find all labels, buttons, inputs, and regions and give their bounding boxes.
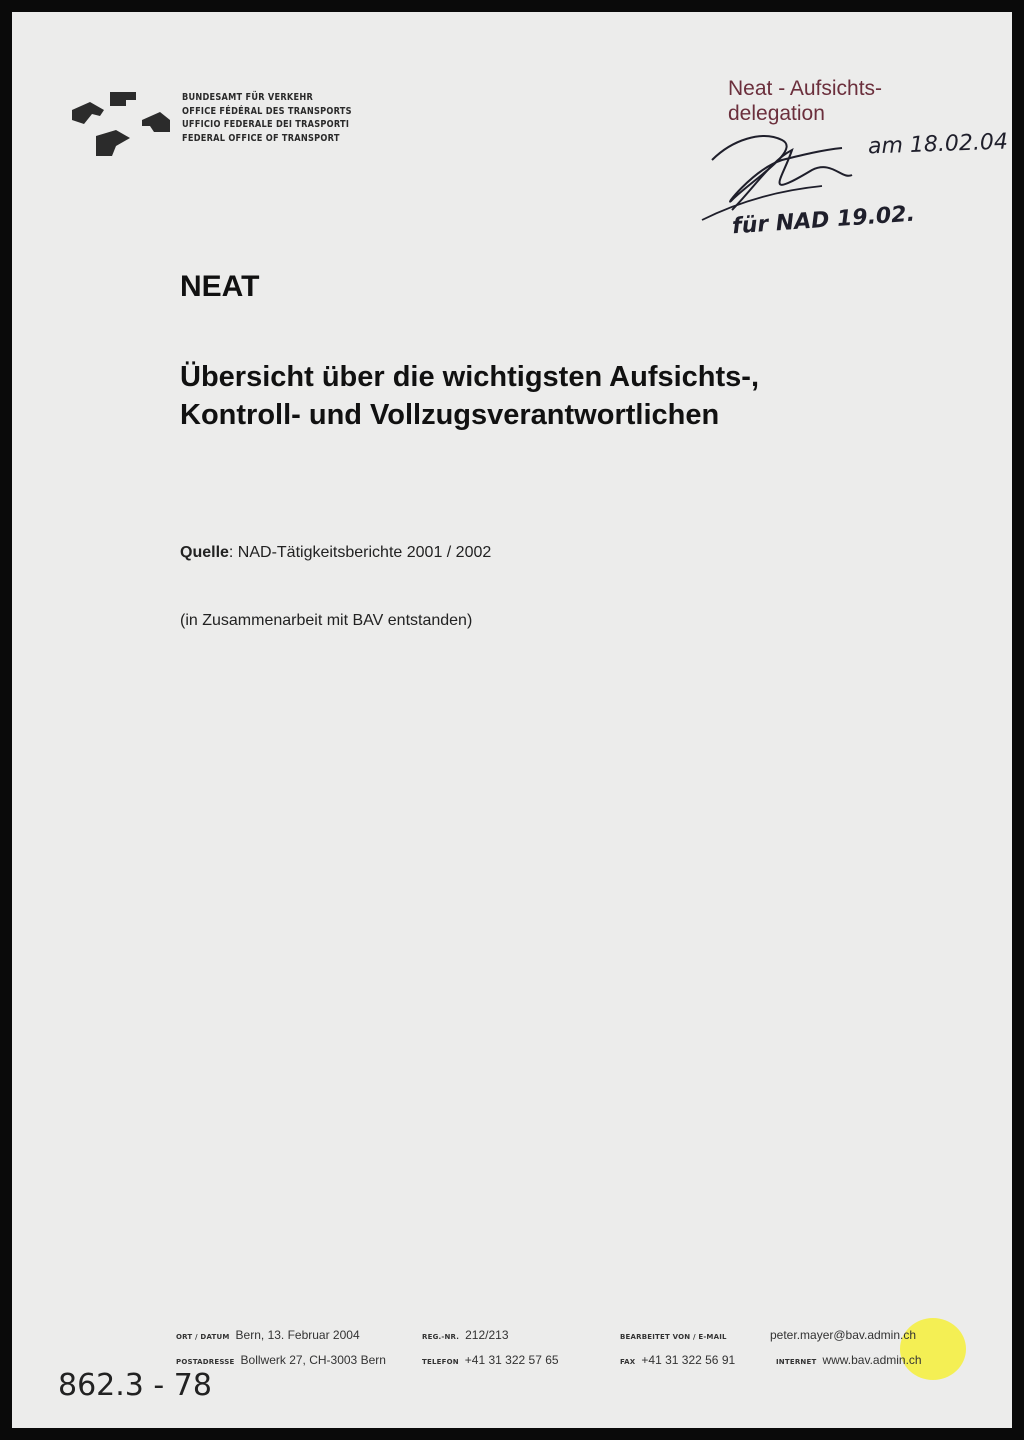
document-title: NEAT	[180, 270, 260, 303]
footer-value: 212/213	[465, 1328, 509, 1342]
footer-label: TELEFON	[422, 1358, 459, 1366]
footer-label: BEARBEITET VON / E-MAIL	[620, 1333, 727, 1341]
agency-line: UFFICIO FEDERALE DEI TRASPORTI	[182, 119, 350, 130]
footer-value: +41 31 322 56 91	[641, 1353, 736, 1367]
source-label: Quelle	[180, 544, 229, 561]
stamp-line: Neat - Aufsichts-	[728, 77, 883, 100]
document-subtitle	[180, 358, 900, 434]
footer-address	[176, 1353, 386, 1367]
agency-line: BUNDESAMT FÜR VERKEHR	[182, 92, 314, 103]
footer-phone	[422, 1353, 559, 1367]
received-date-note: am 18.02.04	[867, 129, 1009, 160]
footer-internet[interactable]	[776, 1353, 922, 1367]
source-line	[180, 544, 491, 562]
agency-line: OFFICE FÉDÉRAL DES TRANSPORTS	[182, 105, 352, 117]
footer-label: POSTADRESSE	[176, 1358, 235, 1366]
handwritten-reference-number: 862.3 - 78	[58, 1368, 212, 1403]
stamp-line: delegation	[728, 102, 825, 125]
forwarded-note: für NAD 19.02.	[731, 201, 916, 240]
agency-line: FEDERAL OFFICE OF TRANSPORT	[182, 132, 340, 144]
footer-fax	[620, 1353, 735, 1367]
collaboration-note: (in Zusammenarbeit mit BAV entstanden)	[180, 612, 473, 629]
footer-value[interactable]: peter.mayer@bav.admin.ch	[770, 1328, 917, 1342]
footer-reg	[422, 1328, 509, 1342]
subtitle-line: Übersicht über die wichtigsten Aufsichts-,	[180, 361, 760, 393]
source-text: : NAD-Tätigkeitsberichte 2001 / 2002	[228, 544, 492, 561]
footer-value[interactable]: www.bav.admin.ch	[822, 1353, 922, 1367]
federal-office-logo	[70, 90, 180, 160]
footer-label: ORT / DATUM	[176, 1333, 230, 1341]
document-page	[12, 12, 1012, 1428]
footer-value: Bern, 13. Februar 2004	[235, 1328, 360, 1342]
footer-place-date	[176, 1328, 360, 1342]
footer-label: REG.-NR.	[422, 1333, 460, 1341]
subtitle-line: Kontroll- und Vollzugsverantwortlichen	[180, 399, 720, 431]
footer-label: INTERNET	[776, 1358, 817, 1366]
footer-handler	[620, 1328, 733, 1342]
footer-value: +41 31 322 57 65	[464, 1353, 559, 1367]
footer-label: FAX	[620, 1358, 636, 1366]
agency-name-block	[182, 91, 352, 145]
footer-email[interactable]	[770, 1328, 916, 1342]
footer-value: Bollwerk 27, CH-3003 Bern	[240, 1353, 386, 1367]
